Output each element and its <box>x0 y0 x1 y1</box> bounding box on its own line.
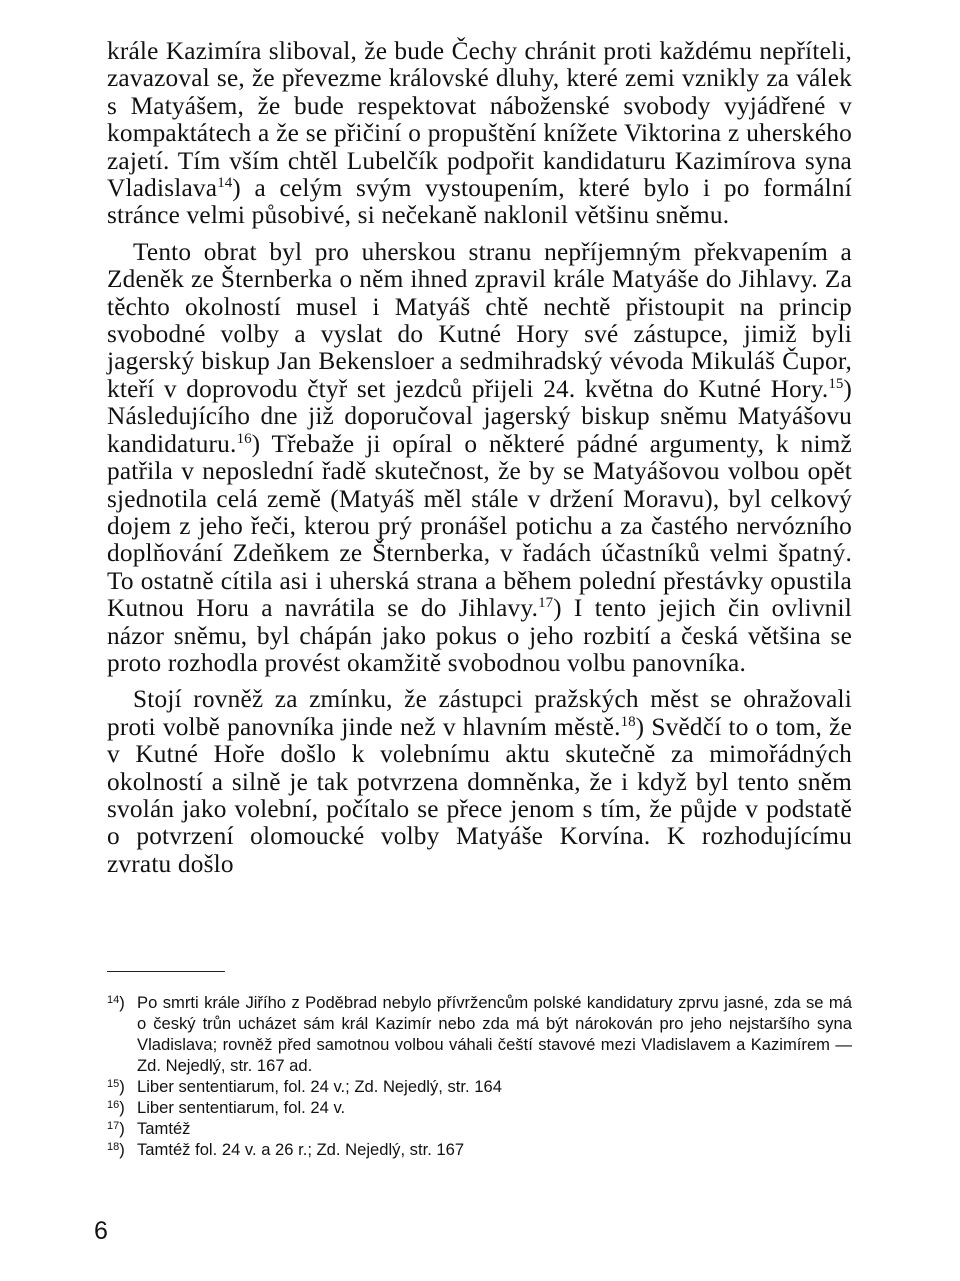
paragraph-1-text-a: krále Kazimíra sliboval, že bude Čechy chránit proti každému nepříteli, zavazoval se, že převezme královské dluhy, které zemi vznikly za válek s Matyášem, že bude respektovat náboženské svobody vyjádřené v kompaktátech a že se přičiní o propuštění knížete Viktorina z uherského zajetí. Tím vším chtěl Lubelčík podpořit kandidaturu Kazimírova syna Vladislava <box>107 37 852 203</box>
footnote-16 <box>107 1097 852 1118</box>
footnote-separator <box>107 971 225 972</box>
page-number: 6 <box>94 1217 108 1245</box>
paragraph-2-text-b: ) Následujícího dne již doporučoval jagerský biskup sněmu Matyášovu kandidaturu. <box>107 374 852 458</box>
paragraph-3-text-a: Stojí rovněž za zmínku, že zástupci pražských měst se ohražovali proti volbě panovníka jinde než v hlavním městě. <box>107 685 852 741</box>
paragraph-2-text-a: Tento obrat byl pro uherskou stranu nepříjemným překvapením a Zdeněk ze Šternberka o něm ihned zpravil krále Matyáše do Jihlavy. Za těchto okolností musel i Matyáš chtě nechtě přistoupit na princip svobodné volby a vyslat do Kutné Hory své zástupce, jimiž byli jagerský biskup Jan Bekensloer a sedmihradský vévoda Mikuláš Čupor, kteří v doprovodu čtyř set jezdců přijeli 24. května do Kutné Hory. <box>107 237 852 403</box>
body-text <box>107 38 852 887</box>
footnote-15 <box>107 1076 852 1097</box>
paragraph-2-text-c: ) Třebaže ji opíral o některé pádné argumenty, k nimž patřila v neposlední řadě skutečnost, že by se Matyášovou volbou opět sjednotila celá země (Matyáš měl stále v držení Moravu), byl celkový dojem z jeho řeči, kterou prý pronášel potichu a za častého nervózního doplňování Zdeňkem ze Šternberka, v řadách účastníků velmi špatný. To ostatně cítila asi i uherská strana a během polední přestávky opustila Kutnou Horu a navrátila se do Jihlavy. <box>107 429 852 623</box>
paragraph-3-text-b: ) Svědčí to o tom, že v Kutné Hoře došlo k volebnímu aktu skutečně za mimořádných okolností a silně je tak potvrzena domněnka, že i když byl tento sněm svolán jako volební, počítalo se přece jenom s tím, že půjde v podstatě o potvrzení olomoucké volby Matyáše Korvína. K rozhodujícímu zvratu došlo <box>107 712 852 878</box>
footnote-text: Tamtéž fol. 24 v. a 26 r.; Zd. Nejedlý, str. 167 <box>137 1140 465 1159</box>
footnote-ref-15: 15 <box>828 375 844 392</box>
footnote-ref-17: 17 <box>538 595 554 612</box>
paragraph-2 <box>107 239 852 678</box>
paragraph-2-text-d: ) I tento jejich čin ovlivnil názor sněmu, byl chápán jako pokus o jeho rozbití a česká většina se proto rozhodla provést okamžitě svobodnou volbu panovníka. <box>107 594 852 677</box>
footnote-ref-18: 18 <box>620 713 636 730</box>
paragraph-3 <box>107 686 852 878</box>
footnote-number: $^{15}$) <box>107 1077 125 1096</box>
footnote-ref-14: 14 <box>217 175 233 192</box>
footnote-number: $^{16}$) <box>107 1098 125 1117</box>
footnote-18 <box>107 1139 852 1160</box>
footnote-number: $^{18}$) <box>107 1140 125 1159</box>
footnote-ref-16: 16 <box>236 430 252 447</box>
footnote-text: Tamtéž <box>137 1119 191 1138</box>
footnote-number: $^{17}$) <box>107 1119 125 1138</box>
footnote-17 <box>107 1118 852 1139</box>
paragraph-1-text-b: ) a celým svým vystoupením, které bylo i po formální stránce velmi působivé, si nečekaně naklonil většinu sněmu. <box>107 174 852 230</box>
footnote-text: Liber sententiarum, fol. 24 v.; Zd. Nejedlý, str. 164 <box>137 1077 502 1096</box>
footnote-14 <box>107 992 852 1076</box>
paragraph-1 <box>107 38 852 230</box>
footnote-number: $^{14}$) <box>107 993 125 1012</box>
footnote-text: Po smrti krále Jiřího z Poděbrad nebylo přívržencům polské kandidatury zprvu jasné, zda se má o český trůn ucházet sám král Kazimír nebo zda má být nárokován pro jeho nejstaršího syna Vladislava; rovněž před samotnou volbou váhali čeští stavové mezi Vladislavem a Kazimírem — Zd. Nejedlý, str. 167 ad. <box>137 993 852 1075</box>
footnote-text: Liber sententiarum, fol. 24 v. <box>137 1098 346 1117</box>
footnotes <box>107 992 852 1160</box>
